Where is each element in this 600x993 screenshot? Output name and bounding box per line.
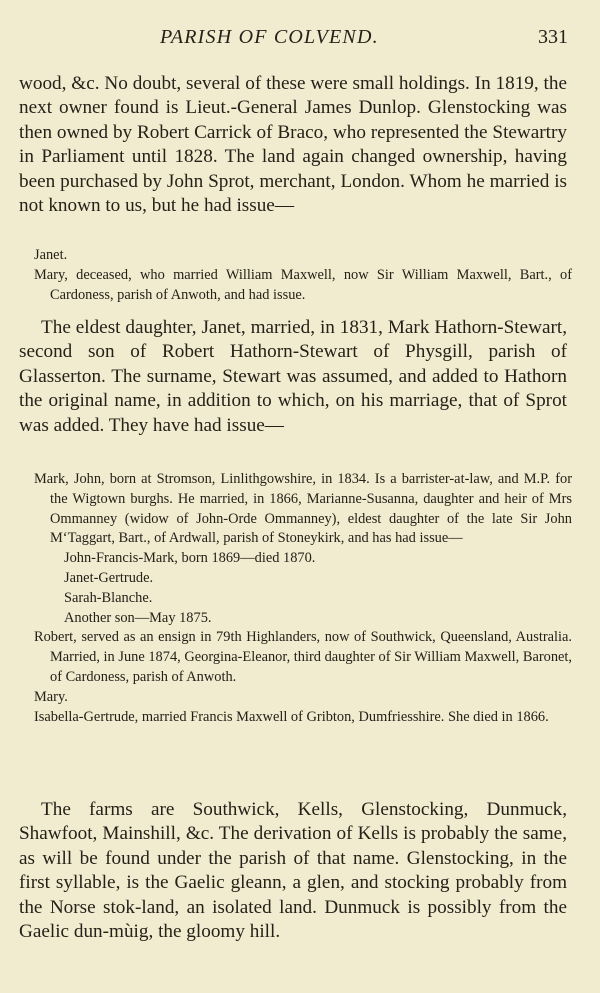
running-title: PARISH OF COLVEND. [160, 26, 379, 48]
child-another-son: Another son—May 1875. [64, 609, 212, 626]
issue-mary: Mary. [34, 688, 68, 705]
paragraph-glenstocking-owners: wood, &c. No doubt, several of these were small holdings. In 1819, the next owner found is Lieut.-General James Dunlop. Glenstocking was then owned by Robert Carrick of Braco, who represented the Stewartry in Parliament until 1828. The land again changed ownership, having been purchased by John Sprot, merchant, London. Whom he married is not known to us, but he had issue— [19, 73, 567, 217]
child-janet-gertrude: Janet-Gertrude. [64, 569, 154, 586]
issue-isabella-gertrude: Isabella-Gertrude, married Francis Maxwell of Gribton, Dumfriesshire. She died in 1866. [34, 708, 549, 725]
page-header [0, 26, 600, 52]
child-john-francis-mark: John-Francis-Mark, born 1869—died 1870. [64, 550, 316, 567]
issue-mark-john: Mark, John, born at Stromson, Linlithgowshire, in 1834. Is a barrister-at-law, and M.P. for the Wigtown burghs. He married, in 1866, Marianne-Susanna, daughter and heir of Mrs Ommanney (widow of John-Orde Ommanney), eldest daughter of the late Sir John M‘Taggart, Bart., of Ardwall, parish of Stoneykirk, and has had issue— [34, 471, 572, 547]
page-number: 331 [538, 26, 568, 48]
issue-janet: Janet. [34, 247, 68, 263]
issue-robert: Robert, served as an ensign in 79th Highlanders, now of Southwick, Queensland, Australia. Married, in June 1874, Georgina-Eleanor, third daughter of Sir William Maxwell, Baronet, of Cardoness, parish of Anwoth. [34, 629, 572, 685]
issue-mary-maxwell: Mary, deceased, who married William Maxwell, now Sir William Maxwell, Bart., of Cardoness, parish of Anwoth, and had issue. [34, 266, 572, 303]
hathorn-issue-list [34, 470, 572, 727]
sprot-issue-list [34, 246, 572, 305]
child-sarah-blanche: Sarah-Blanche. [64, 589, 153, 606]
paragraph-farms-derivation: The farms are Southwick, Kells, Glenstocking, Dunmuck, Shawfoot, Mainshill, &c. The derivation of Kells is probably the same, as will be found under the parish of that name. Glenstocking, in the first syllable, is the Gaelic gleann, a glen, and stocking probably from the Norse stok-land, an isolated land. Dunmuck is possibly from the Gaelic dun-mùig, the gloomy hill. [19, 799, 567, 943]
paragraph-hathorn-stewart: The eldest daughter, Janet, married, in 1831, Mark Hathorn-Stewart, second son of Robert Hathorn-Stewart of Physgill, parish of Glasserton. The surname, Stewart was assumed, and added to Hathorn the original name, in addition to which, on his marriage, that of Sprot was added. They have had issue— [19, 317, 567, 436]
